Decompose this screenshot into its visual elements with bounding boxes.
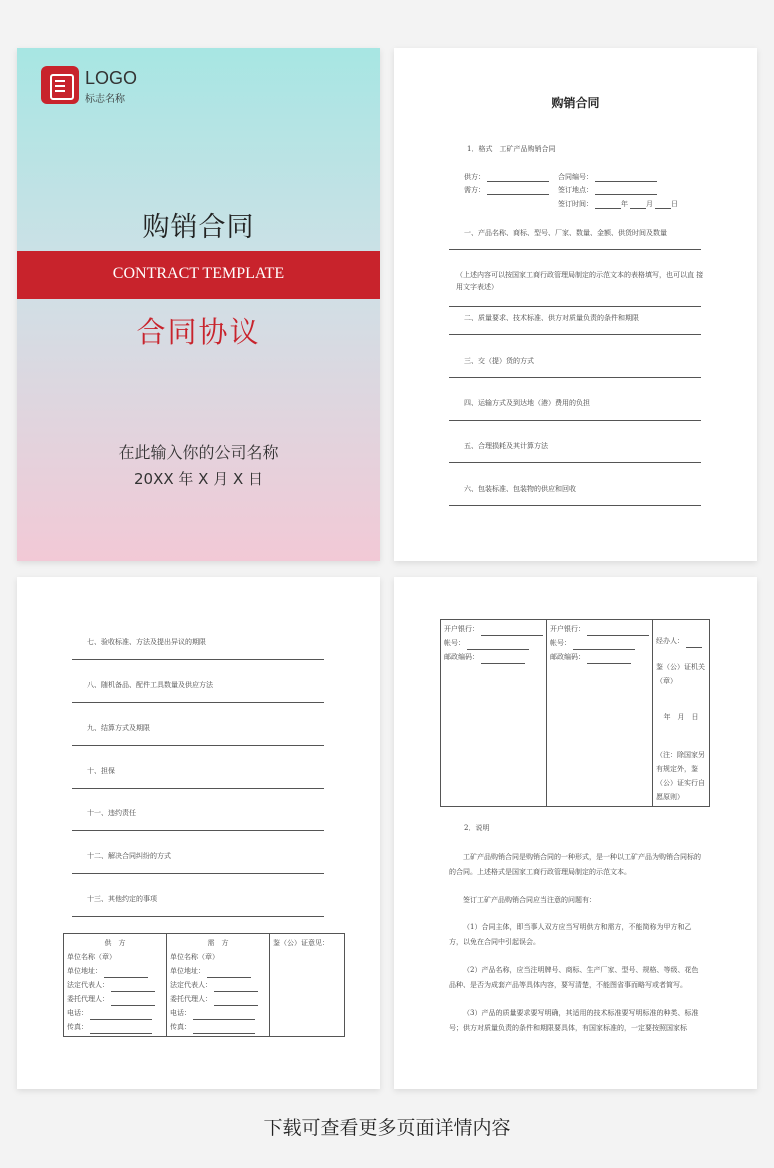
fill-line	[449, 249, 701, 250]
agent-label: 委托代理人：	[67, 995, 109, 1003]
signature-table	[63, 933, 345, 1037]
contract-no-field	[558, 172, 657, 182]
paragraph-1: 工矿产品购销合同是购销合同的一种形式，是一种以工矿产品为购销合同标的 的合同。上述格式是国家工商行政管理局制定的示范文本。	[449, 853, 701, 876]
item-11: 十一、违约责任	[87, 809, 136, 817]
paragraph-5: （3）产品的质量要求要写明确，其适用的技术标准要写明标准的种类、标准号；供方对质量负责的条件和期限要具体，有国家标准的，一定要按照国家标	[449, 1009, 699, 1032]
item-10: 十、担保	[87, 767, 115, 775]
item-8: 八、随机备品、配件工具数量及供应方法	[87, 681, 213, 689]
fill-line	[72, 659, 324, 660]
fill-line	[449, 420, 701, 421]
supplier-header: 供 方	[104, 939, 126, 947]
legal-rep-label: 法定代表人：	[67, 981, 109, 989]
buyer-label: 需方：	[464, 186, 485, 194]
month-label: 月	[646, 200, 653, 208]
format-line: 1．格式 工矿产品购销合同	[467, 145, 556, 153]
bank-label: 开户银行：	[550, 625, 585, 633]
supplier-label: 供方：	[464, 173, 485, 181]
fill-line	[449, 505, 701, 506]
bank-label: 开户银行：	[444, 625, 479, 633]
contract-page-2	[394, 48, 757, 561]
paragraph-3: （1）合同主体，即当事人双方应当写明供方和需方，不能简称为甲方和乙方，以免在合同中引起误会。	[449, 923, 692, 946]
contract-page-4	[394, 577, 757, 1089]
fill-line	[449, 306, 701, 307]
notary-note: （注：除国家另有规定外，鉴（公）证实行自愿原则）	[656, 751, 705, 801]
item-1-note: （上述内容可以按国家工商行政管理局制定的示范文本的表格填写，也可以直 接用文字表述）	[456, 271, 704, 291]
buyer-field	[464, 185, 549, 195]
item-4: 四、运输方式及到达地（港）费用的负担	[464, 399, 590, 407]
authority-column	[653, 620, 710, 807]
unit-address-label: 单位地址：	[170, 967, 205, 975]
cover-page	[17, 48, 380, 561]
item-2: 二、质量要求、技术标准、供方对质量负责的条件和期限	[464, 314, 639, 322]
postcode-label: 邮政编码：	[550, 653, 585, 661]
logo-text: LOGO	[85, 68, 138, 88]
legal-rep-label: 法定代表人：	[170, 981, 212, 989]
cover-title: 购销合同	[142, 212, 255, 243]
item-7: 七、验收标准、方法及提出异议的期限	[87, 638, 206, 646]
cover-band-text: CONTRACT TEMPLATE	[112, 265, 285, 282]
cover-company-name: 在此输入你的公司名称	[118, 443, 279, 462]
year-label: 年	[621, 200, 628, 208]
sign-place-label: 签订地点：	[558, 186, 593, 194]
item-1: 一、产品名称、商标、型号、厂家、数量、金额、供货时间及数量	[464, 229, 667, 237]
fill-line	[72, 788, 324, 789]
buyer-bank-column	[547, 620, 653, 807]
paragraph-4: （2）产品名称，应当注明牌号、商标、生产厂家、型号、规格、等级、花色品种、是否为成套产品等具体内容，要写清楚，不能图省事而略写或者简写。	[449, 966, 699, 989]
date-label: 年 月 日	[663, 713, 699, 721]
fax-label: 传真：	[170, 1023, 191, 1031]
item-9: 九、结算方式及期限	[87, 724, 150, 732]
fax-label: 传真：	[67, 1023, 88, 1031]
bank-table	[440, 619, 710, 807]
notary-column	[270, 934, 345, 1037]
supplier-bank-column	[441, 620, 547, 807]
download-footer-text[interactable]: 下载可查看更多页面详情内容	[263, 1117, 511, 1139]
notary-header: 鉴（公）证意见：	[273, 939, 329, 947]
fill-line	[72, 873, 324, 874]
fill-line	[72, 830, 324, 831]
supplier-field	[464, 172, 549, 182]
fill-line	[449, 462, 701, 463]
unit-name-label: 单位名称（章）	[67, 953, 116, 961]
sign-time-field	[558, 199, 678, 209]
item-3: 三、交（提）货的方式	[464, 357, 534, 365]
fill-line	[72, 702, 324, 703]
unit-address-label: 单位地址：	[67, 967, 102, 975]
paragraph-2: 签订工矿产品购销合同应当注意的问题有：	[463, 896, 596, 904]
account-label: 帐号：	[550, 639, 571, 647]
cover-subtitle: 合同协议	[136, 315, 261, 349]
section-heading: 2．说明	[464, 824, 490, 832]
item-13: 十三、其他约定的事项	[87, 895, 157, 903]
fill-line	[449, 334, 701, 335]
page-title: 购销合同	[551, 96, 600, 110]
cover-date: 20XX 年 X 月 X 日	[133, 470, 264, 488]
logo-icon	[41, 66, 79, 104]
fill-line	[72, 916, 324, 917]
day-label: 日	[671, 200, 678, 208]
unit-name-label: 单位名称（章）	[170, 953, 219, 961]
buyer-header: 需 方	[207, 939, 229, 947]
item-12: 十二、解决合同纠纷的方式	[87, 852, 171, 860]
buyer-column	[167, 934, 270, 1037]
authority-label: 鉴（公）证机关（章）	[656, 663, 705, 685]
supplier-column	[64, 934, 167, 1037]
sign-time-label: 签订时间：	[558, 200, 593, 208]
postcode-label: 邮政编码：	[444, 653, 479, 661]
phone-label: 电话：	[170, 1009, 191, 1017]
fill-line	[72, 745, 324, 746]
cover-red-band	[17, 251, 380, 299]
contract-page-3	[17, 577, 380, 1089]
phone-label: 电话：	[67, 1009, 88, 1017]
sign-place-field	[558, 185, 657, 195]
item-6: 六、包装标准、包装物的供应和回收	[464, 485, 576, 493]
account-label: 帐号：	[444, 639, 465, 647]
handler-label: 经办人：	[656, 637, 684, 645]
contract-no-label: 合同编号：	[558, 173, 593, 181]
agent-label: 委托代理人：	[170, 995, 212, 1003]
fill-line	[449, 377, 701, 378]
item-5: 五、合理损耗及其计算方法	[464, 442, 548, 450]
logo-subtitle: 标志名称	[85, 94, 125, 105]
